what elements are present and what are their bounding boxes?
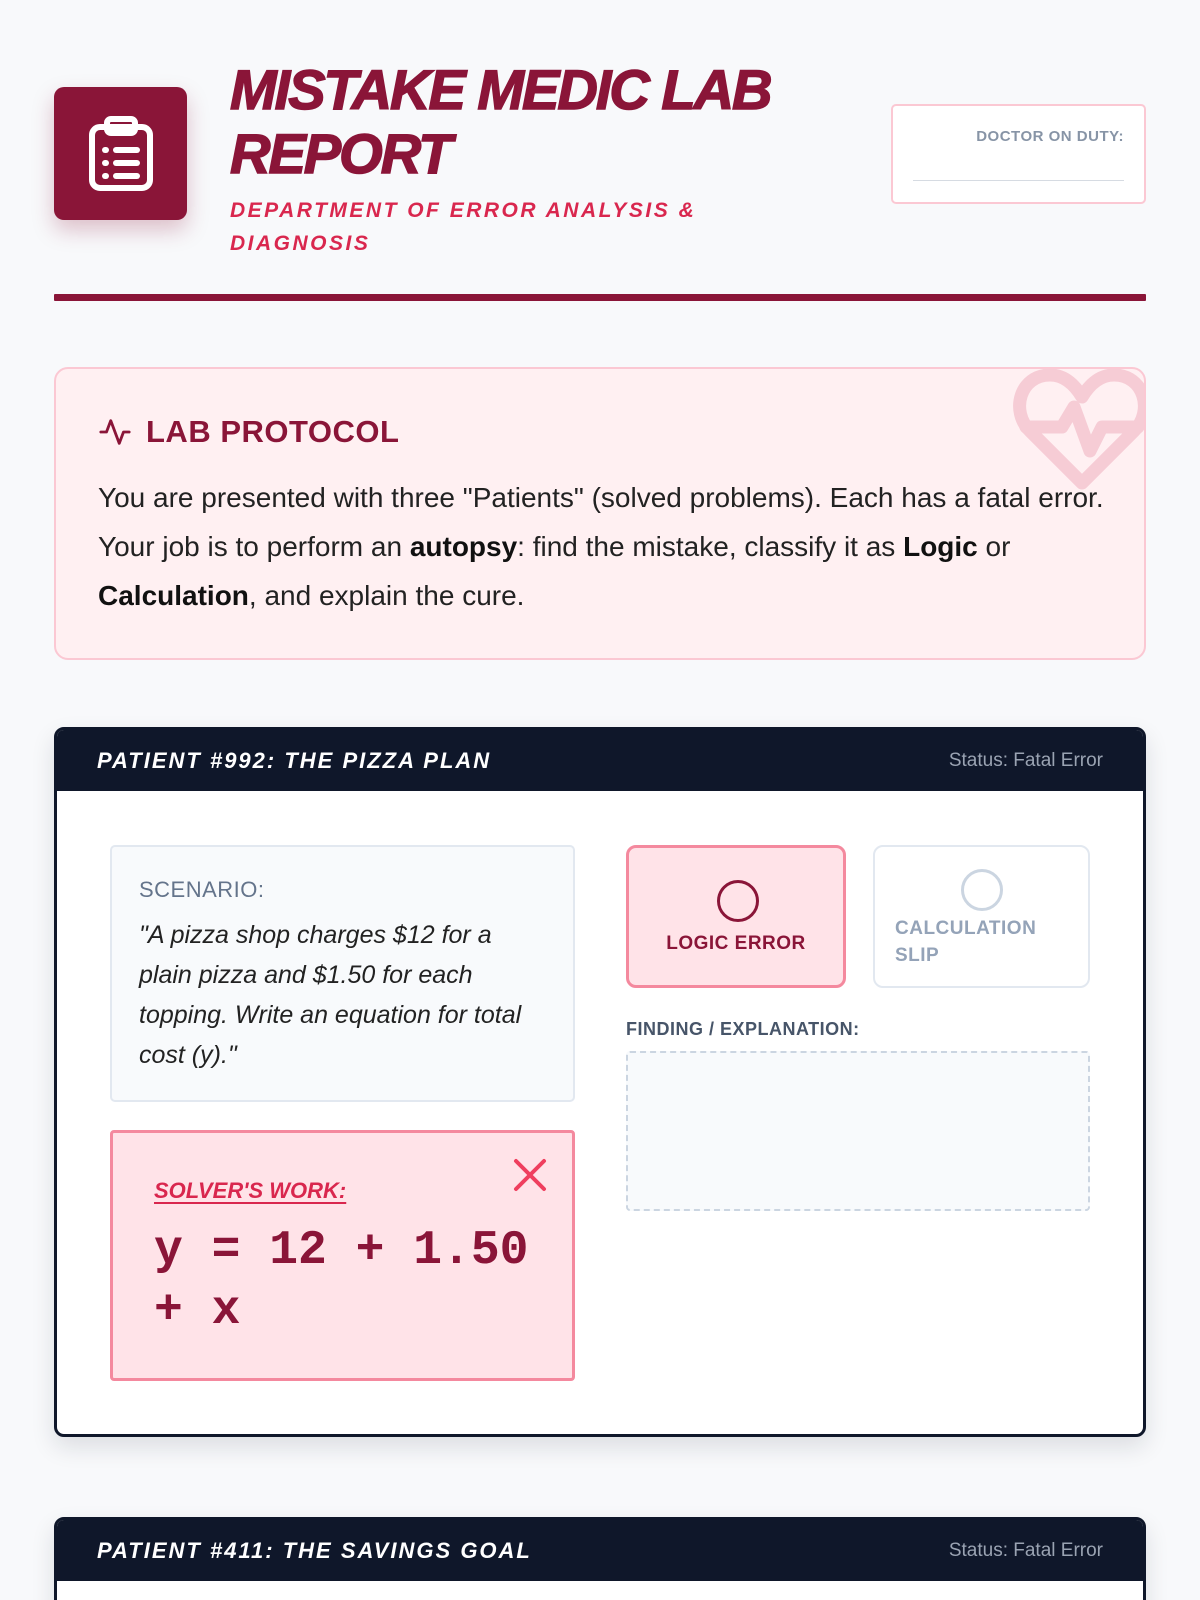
doctor-on-duty-input-line[interactable]	[913, 180, 1124, 181]
calculation-slip-label: CALCULATION SLIP	[895, 918, 1037, 966]
calculation-slip-option[interactable]	[873, 845, 1090, 988]
patient-title: PATIENT #992: THE PIZZA PLAN	[97, 747, 492, 773]
finding-label: FINDING / EXPLANATION:	[626, 1019, 860, 1039]
patient-status: Status: Fatal Error	[948, 1539, 1103, 1561]
solver-work-label: SOLVER'S WORK:	[154, 1178, 347, 1203]
scenario-panel	[110, 845, 575, 1102]
clipboard-list-icon	[54, 87, 187, 220]
patient-card	[54, 727, 1146, 1437]
page-subtitle: DEPARTMENT OF ERROR ANALYSIS & DIAGNOSIS	[230, 199, 697, 255]
patient-card	[54, 1517, 1146, 1600]
patient-status: Status: Fatal Error	[948, 749, 1103, 771]
logic-error-radio[interactable]	[717, 880, 759, 922]
calculation-slip-radio[interactable]	[961, 869, 1003, 911]
logic-error-label: LOGIC ERROR	[666, 933, 806, 954]
page-title: MISTAKE MEDIC LAB REPORT	[230, 58, 771, 185]
header-divider	[54, 294, 1146, 301]
protocol-instructions: You are presented with three "Patients" (solved problems). Each has a fatal error. Your job is to perform an autopsy: find the mistake, classify it as Logic or Calculation, and explain the cure.	[98, 482, 1104, 611]
logic-error-option[interactable]	[626, 845, 846, 988]
lab-protocol-panel	[54, 367, 1146, 660]
patient-card-header	[57, 730, 1143, 791]
scenario-label: SCENARIO:	[139, 877, 265, 902]
solver-equation: y = 12 + 1.50 + x	[154, 1224, 529, 1338]
finding-explanation-input[interactable]	[626, 1051, 1090, 1211]
close-icon	[510, 1155, 550, 1195]
activity-icon	[98, 415, 132, 449]
solver-work-panel	[110, 1130, 575, 1381]
doctor-on-duty-label: DOCTOR ON DUTY:	[976, 128, 1124, 145]
protocol-title: LAB PROTOCOL	[146, 414, 400, 449]
doctor-on-duty-field[interactable]	[891, 104, 1146, 204]
scenario-text: "A pizza shop charges $12 for a plain pizza and $1.50 for each topping. Write an equation for total cost (y)."	[139, 921, 522, 1069]
report-header	[54, 58, 1146, 308]
patient-title: PATIENT #411: THE SAVINGS GOAL	[97, 1537, 532, 1563]
patient-card-header	[57, 1520, 1143, 1581]
